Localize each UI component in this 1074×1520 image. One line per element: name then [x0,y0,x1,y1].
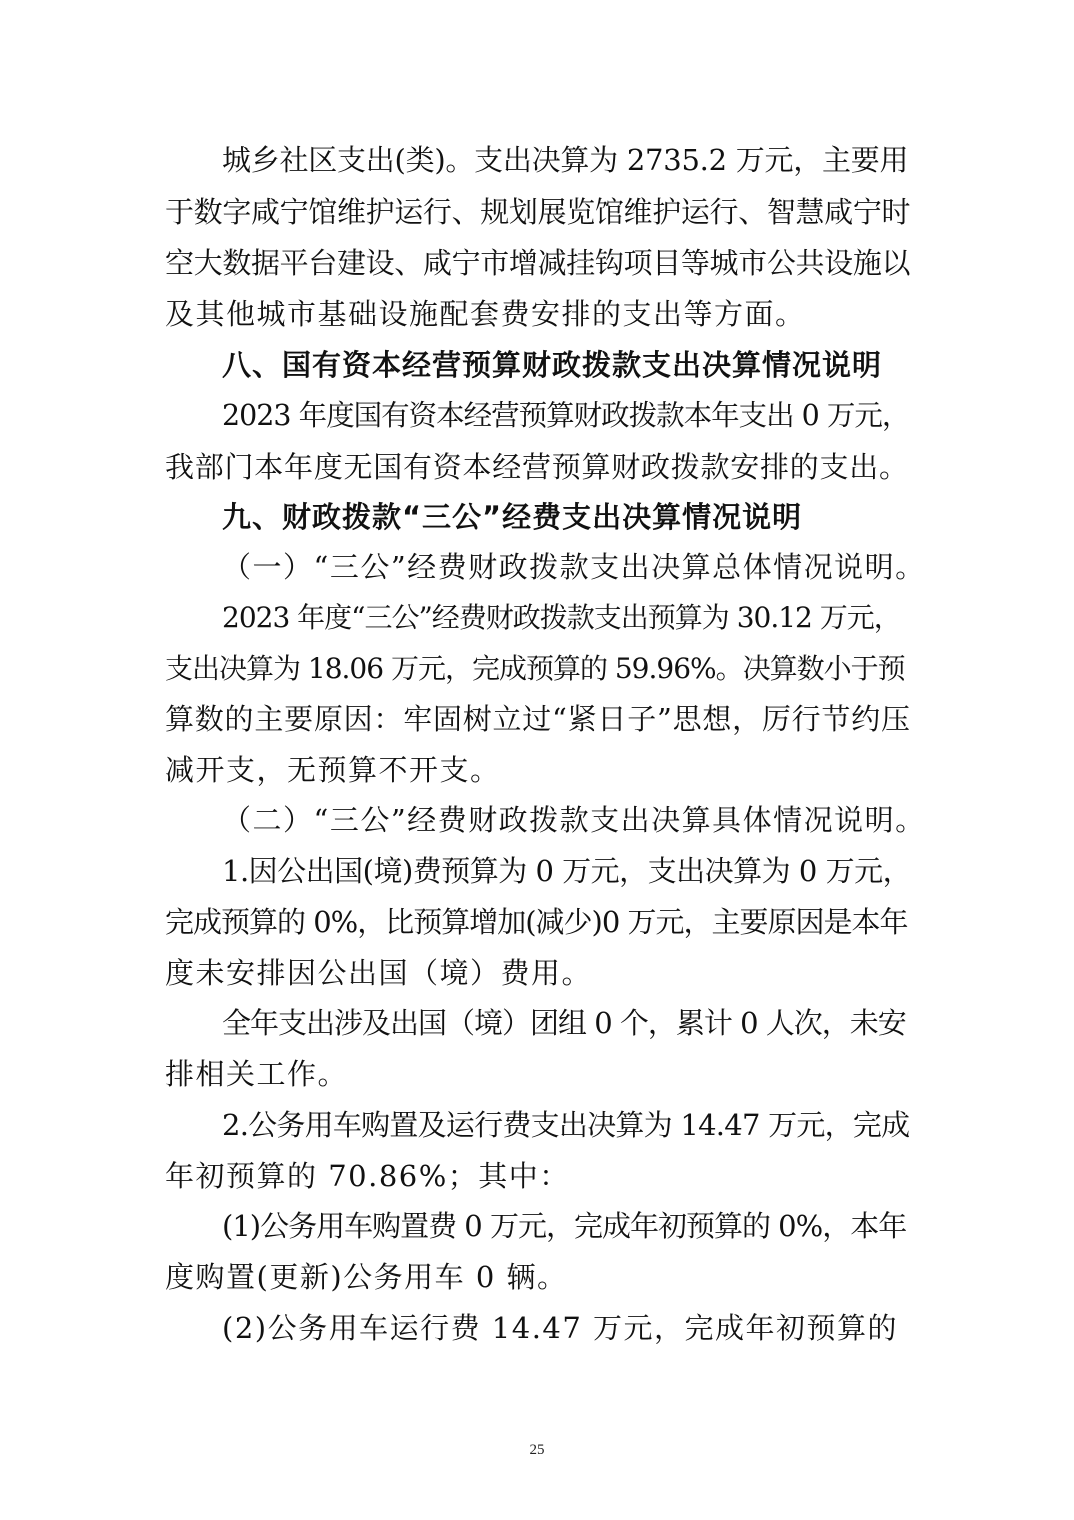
section-heading: 八、国有资本经营预算财政拨款支出决算情况说明 [222,348,883,382]
body-text-line: 2023 年度“三公”经费财政拨款支出预算为 30.12 万元， [222,601,901,634]
body-text-line: 2023 年度国有资本经营预算财政拨款本年支出 0 万元， [222,399,910,432]
body-text-line: 算数的主要原因：牢固树立过“紧日子”思想，厉行节约压 [165,702,910,736]
body-text-line: 减开支，无预算不开支。 [165,753,501,787]
body-text-line: 度购置(更新)公务用车 0 辆。 [165,1260,568,1294]
body-text-line: 及其他城市基础设施配套费安排的支出等方面。 [165,297,806,331]
body-text-line: 全年支出涉及出国（境）团组 0 个，累计 0 人次，未安 [222,1006,906,1040]
body-text-line: 完成预算的 0%，比预算增加(减少)0 万元，主要原因是本年 [165,905,908,939]
body-text-line: 于数字咸宁馆维护运行、规划展览馆维护运行、智慧咸宁时 [165,195,910,229]
body-text-line: (1)公务用车购置费 0 万元，完成年初预算的 0%，本年 [222,1209,907,1243]
body-text-line: 度未安排因公出国（境）费用。 [165,956,593,990]
body-text-line: 我部门本年度无国有资本经营预算财政拨款安排的支出。 [165,450,909,484]
body-text-line: 1.因公出国(境)费预算为 0 万元，支出决算为 0 万元， [222,854,912,888]
subsection-heading: （二）“三公”经费财政拨款支出决算具体情况说明。 [222,803,926,837]
body-text-line: 支出决算为 18.06 万元，完成预算的 59.96%。决算数小于预 [165,652,905,685]
body-text-line: 空大数据平台建设、咸宁市增减挂钩项目等城市公共设施以 [165,246,910,280]
body-text-line: (2)公务用车运行费 14.47 万元，完成年初预算的 [222,1311,899,1345]
page-number: 25 [529,1442,545,1458]
body-text-line: 年初预算的 70.86%；其中： [165,1159,570,1193]
section-heading: 九、财政拨款“三公”经费支出决算情况说明 [222,500,803,534]
body-text-line: 城乡社区支出(类)。支出决算为 2735.2 万元，主要用 [222,143,909,177]
body-text-line: 排相关工作。 [165,1057,349,1091]
subsection-heading: （一）“三公”经费财政拨款支出决算总体情况说明。 [222,550,926,584]
body-text-line: 2.公务用车购置及运行费支出决算为 14.47 万元，完成 [222,1108,910,1142]
